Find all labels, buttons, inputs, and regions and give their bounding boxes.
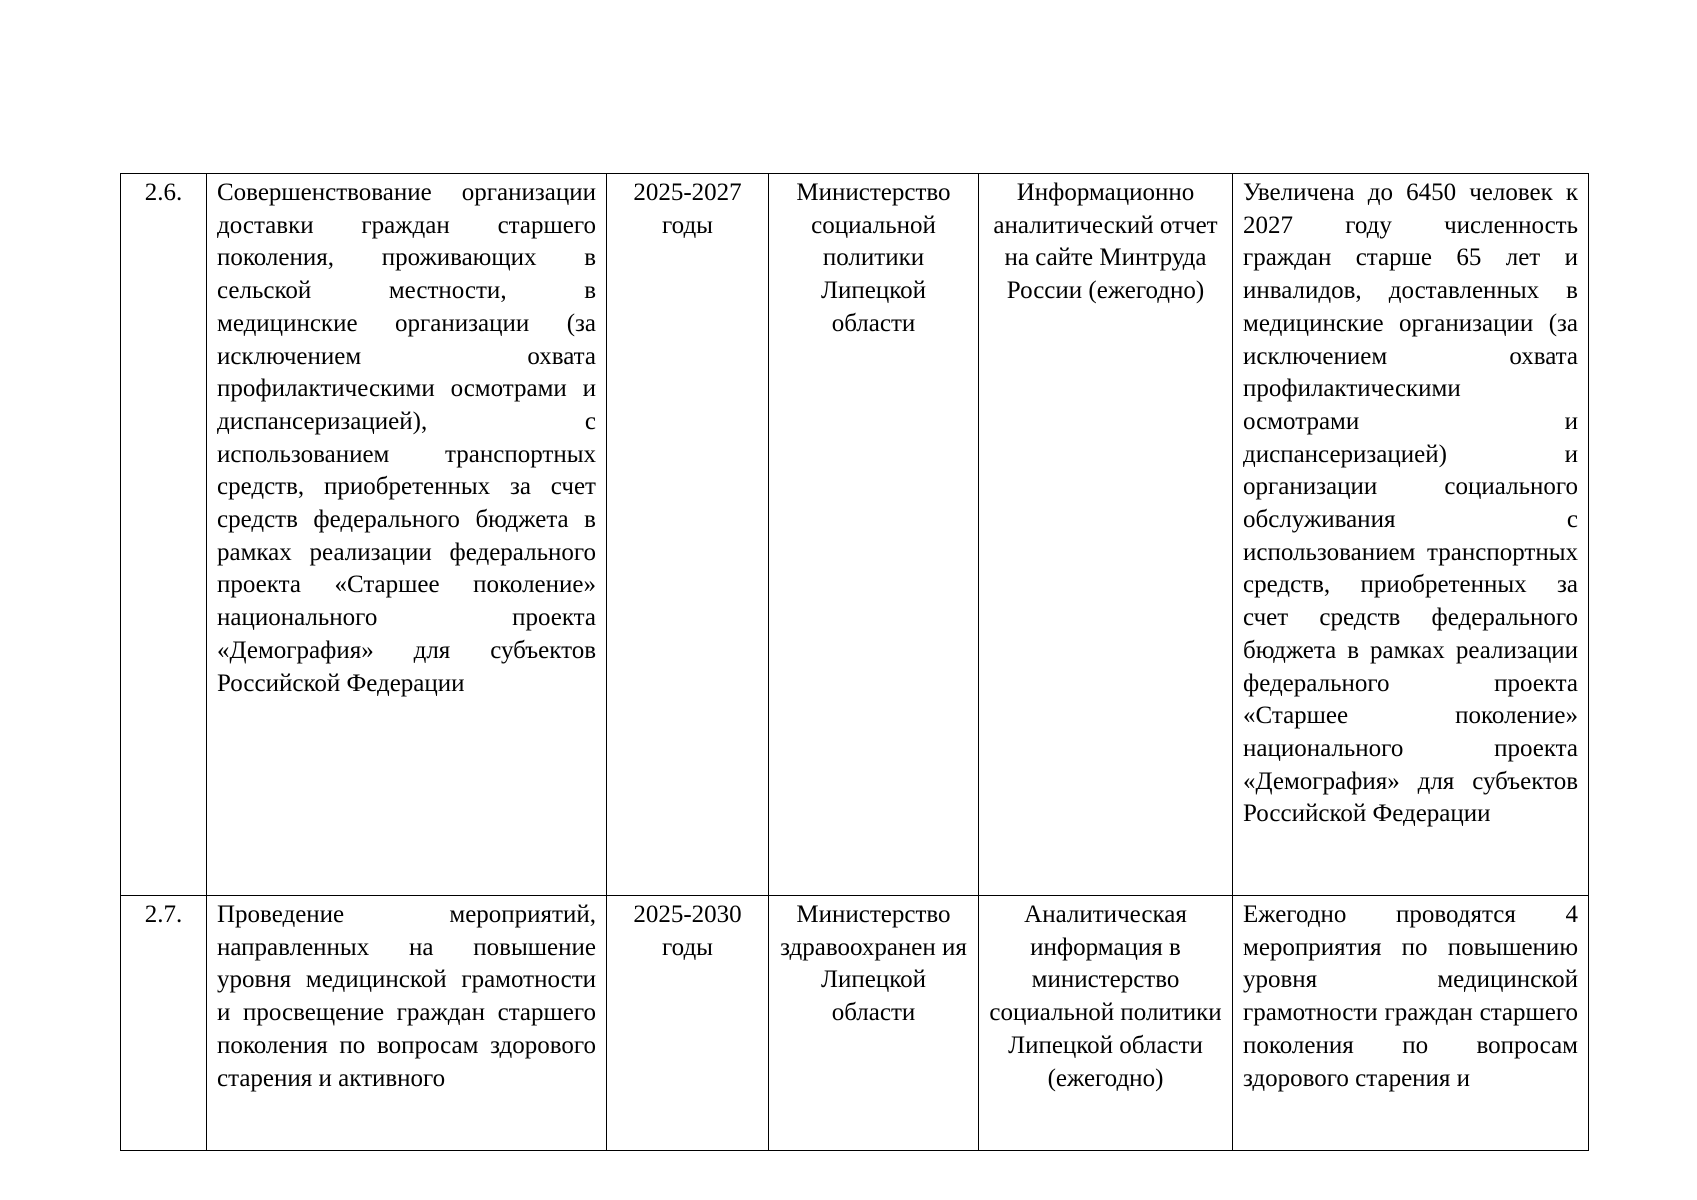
responsible-executor: Министерство социальной политики Липецкой области (769, 174, 979, 896)
table-row (121, 174, 1589, 896)
measures-table (120, 173, 1589, 1151)
reporting-form: Аналитическая информация в министерство социальной политики Липецкой области (ежегодно) (979, 896, 1233, 1151)
reporting-form: Информационно аналитический отчет на сайте Минтруда России (ежегодно) (979, 174, 1233, 896)
implementation-period: 2025-2030 годы (607, 896, 769, 1151)
table-row (121, 896, 1589, 1151)
implementation-period: 2025-2027 годы (607, 174, 769, 896)
item-number: 2.6. (121, 174, 207, 896)
responsible-executor: Министерство здравоохранен ия Липецкой области (769, 896, 979, 1151)
item-number: 2.7. (121, 896, 207, 1151)
expected-result: Ежегодно проводятся 4 мероприятия по повышению уровня медицинской грамотности граждан старшего поколения по вопросам здорового старения и (1233, 896, 1589, 1151)
event-description: Совершенствование организации доставки граждан старшего поколения, проживающих в сельской местности, в медицинские организации (за исключением охвата профилактическими осмотрами и диспансеризацией), с использованием транспортных средств, приобретенных за счет средств федерального бюджета в рамках реализации федерального проекта «Старшее поколение» национального проекта «Демография» для субъектов Российской Федерации (207, 174, 607, 896)
expected-result: Увеличена до 6450 человек к 2027 году численность граждан старше 65 лет и инвалидов, доставленных в медицинские организации (за исключением охвата профилактическими осмотрами и диспансеризацией) и организации социального обслуживания с использованием транспортных средств, приобретенных за счет средств федерального бюджета в рамках реализации федерального проекта «Старшее поколение» национального проекта «Демография» для субъектов Российской Федерации (1233, 174, 1589, 896)
event-description: Проведение мероприятий, направленных на повышение уровня медицинской грамотности и просвещение граждан старшего поколения по вопросам здорового старения и активного (207, 896, 607, 1151)
